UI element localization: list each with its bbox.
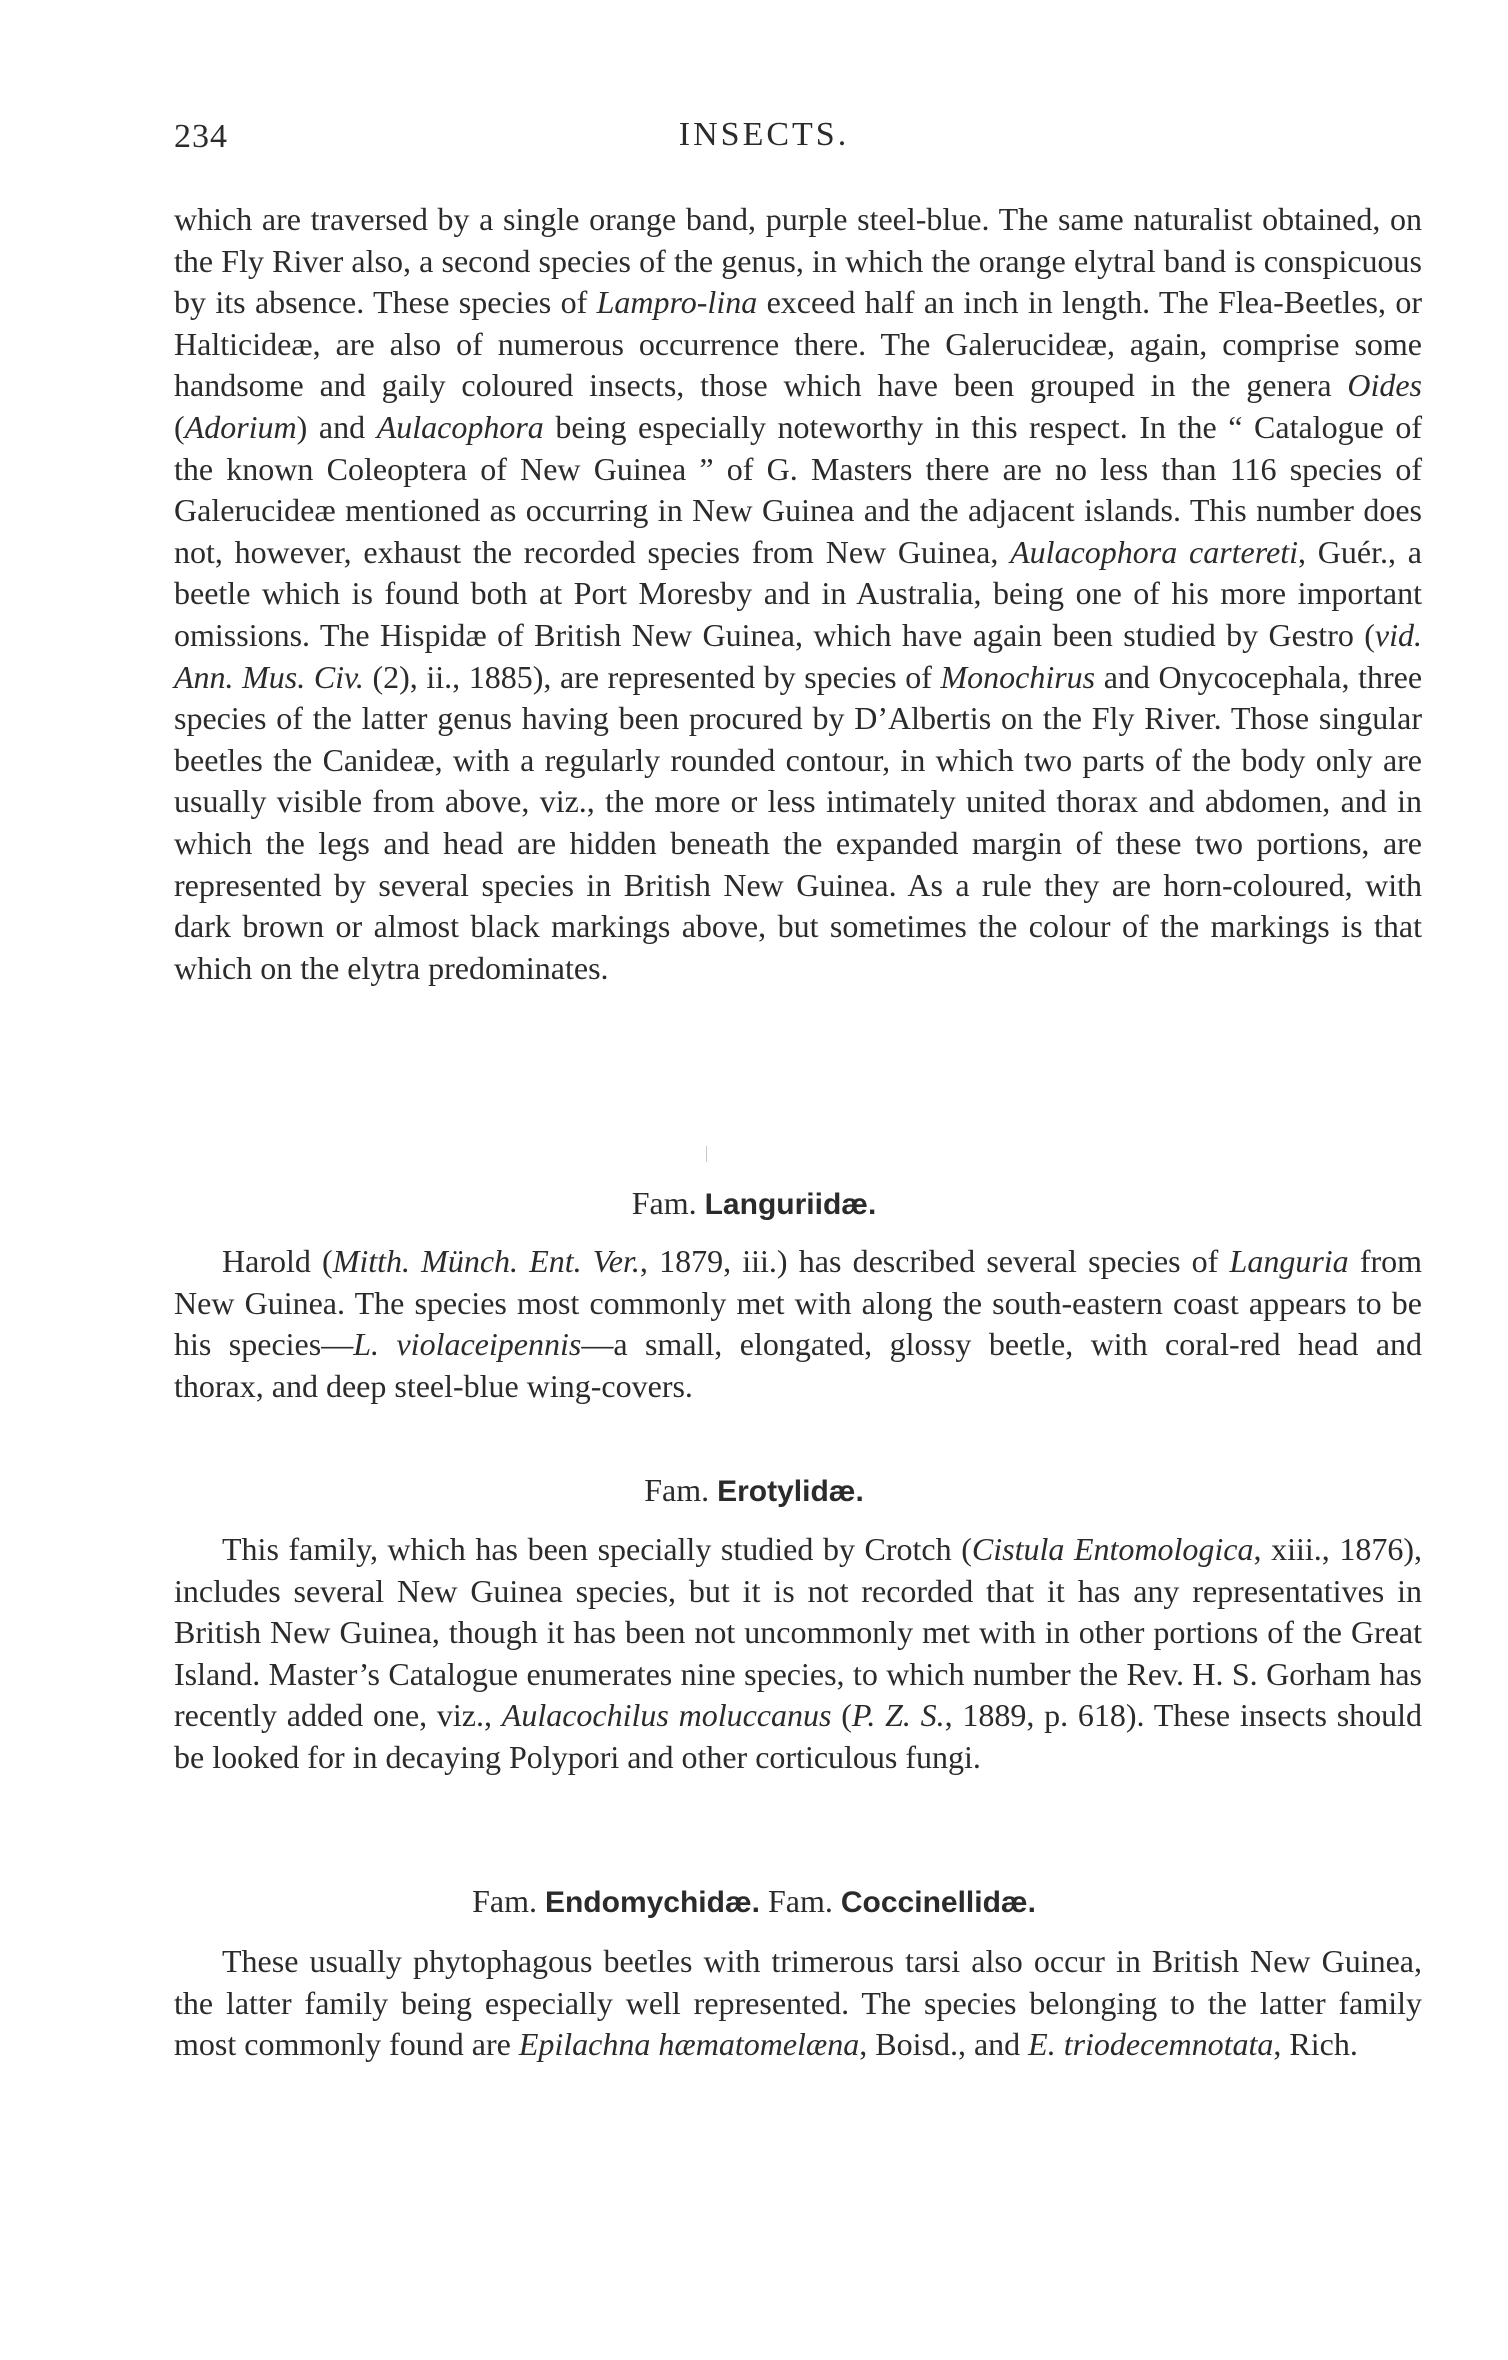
section-heading-languriidae xyxy=(0,1185,1508,1222)
intro-paragraph xyxy=(174,199,1422,989)
text-run: , Boisd., and xyxy=(859,2026,1029,2063)
fam-label: Fam. xyxy=(644,1472,710,1508)
species-name: Epilachna hæmatomelæna xyxy=(518,2026,860,2063)
species-name: L. violaceipennis xyxy=(353,1326,582,1363)
erotylidae-paragraph-block xyxy=(174,1529,1422,1779)
text-run: These usually phytophagous beetles with trimerous tarsi also occur in British New Guinea, the latter family being especially well represented. The species belonging to the latter family most commonly found are xyxy=(174,1943,1422,2063)
citation: Mitth. Münch. Ent. Ver. xyxy=(332,1243,640,1279)
text-run: which are traversed by a single orange band, purple steel-blue. The same naturalist obtained, on the Fly River also, a second species of the genus, in which the orange elytral band is conspicuous by its absence. These species of xyxy=(174,201,1422,321)
text-run: —a small, elongated, glossy beetle, with coral-red head and thorax, and deep steel-blue wing-covers. xyxy=(174,1326,1423,1404)
text-run: , xiii., 1876), includes several New Guinea species, but it is not recorded that it has any representatives in British New Guinea, though it has been not uncommonly met with in other portions of the Great Island. Master’s Catalogue enumerates nine species, to which number the Rev. H. S. Gorham has recently added one, viz., xyxy=(174,1531,1423,1734)
species-name: Aulacochilus moluccanus xyxy=(501,1697,832,1734)
ruler-mark xyxy=(706,1146,707,1162)
fam-label: Fam. xyxy=(767,1883,833,1919)
genus-name: Aulacophora xyxy=(376,408,544,445)
text-run: Harold ( xyxy=(222,1243,333,1279)
text-run: ( xyxy=(831,1697,852,1734)
species-name: E. triodecemnotata xyxy=(1028,2026,1274,2063)
section-heading-erotylidae xyxy=(0,1472,1508,1509)
family-name: Languriidæ. xyxy=(704,1188,877,1221)
endomychidae-paragraph xyxy=(174,1941,1422,2066)
section-heading-endomychidae-coccinellidae xyxy=(0,1883,1508,1920)
family-name: Erotylidæ. xyxy=(717,1475,864,1508)
genus-name: Oides xyxy=(1347,367,1422,404)
page-number: 234 xyxy=(174,118,228,155)
endomychidae-paragraph-block xyxy=(174,1941,1422,2066)
text-run: being especially noteworthy in this respect. In the “ Catalogue of the known Coleoptera of New Guinea ” of G. Masters there are no less than 116 species of Galerucideæ mentioned as occurring in New Guinea and the adjacent islands. This number does not, however, exhaust the recorded species from New Guinea, xyxy=(174,408,1423,570)
genus-name: Adorium xyxy=(184,408,297,445)
text-run: (2), ii., 1885), are represented by species of xyxy=(363,658,941,695)
text-run: , 1889, p. 618). These insects should be looked for in decaying Polypori and other corticulous fungi. xyxy=(174,1697,1423,1775)
citation: Cistula Entomologica xyxy=(971,1531,1254,1567)
fam-label: Fam. xyxy=(631,1185,697,1221)
text-run: ( xyxy=(174,408,185,445)
genus-name: Monochirus xyxy=(940,658,1096,695)
text-run: This family, which has been specially studied by Crotch ( xyxy=(222,1531,972,1567)
languriidae-paragraph-block xyxy=(174,1241,1422,1407)
text-run: exceed half an inch in length. The Flea-Beetles, or Halticideæ, are also of numerous occurrence there. The Galerucideæ, again, comprise some handsome and gaily coloured insects, those which have been grouped in the genera xyxy=(174,284,1423,404)
citation: P. Z. S. xyxy=(851,1697,945,1734)
intro-paragraph-block xyxy=(174,199,1422,989)
species-name: Aulacophora cartereti xyxy=(1010,533,1299,570)
genus-name: Lampro-lina xyxy=(596,284,758,321)
text-run: , Rich. xyxy=(1273,2026,1358,2063)
genus-name: Languria xyxy=(1229,1243,1349,1279)
text-run: , Guér., a beetle which is found both at Port Moresby and in Australia, being one of his more important omissions. The Hispidæ of British New Guinea, which have again been studied by Gestro ( xyxy=(174,533,1423,653)
citation: vid. Ann. Mus. Civ. xyxy=(174,616,1422,695)
text-run: and Onycocephala, three species of the latter genus having been procured by D’Albertis on the Fly River. Those singular beetles the Canideæ, with a regularly rounded contour, in which two parts of the body only are usually visible from above, viz., the more or less intimately united thorax and abdomen, and in which the legs and head are hidden beneath the expanded margin of these two portions, are represented by several species in British New Guinea. As a rule they are horn-coloured, with dark brown or almost black markings above, but sometimes the colour of the markings is that which on the elytra predominates. xyxy=(174,658,1423,986)
erotylidae-paragraph xyxy=(174,1529,1422,1779)
family-name: Endomychidæ. xyxy=(544,1886,760,1919)
text-run: , 1879, iii.) has described several species of xyxy=(639,1243,1230,1279)
fam-label: Fam. xyxy=(472,1883,537,1919)
family-name: Coccinellidæ. xyxy=(840,1886,1036,1919)
running-head: INSECTS. xyxy=(678,116,850,153)
text-run: from New Guinea. The species most commonly met with along the south-eastern coast appears to be his species— xyxy=(174,1243,1423,1363)
languriidae-paragraph xyxy=(174,1241,1422,1407)
text-run: ) and xyxy=(296,408,377,445)
